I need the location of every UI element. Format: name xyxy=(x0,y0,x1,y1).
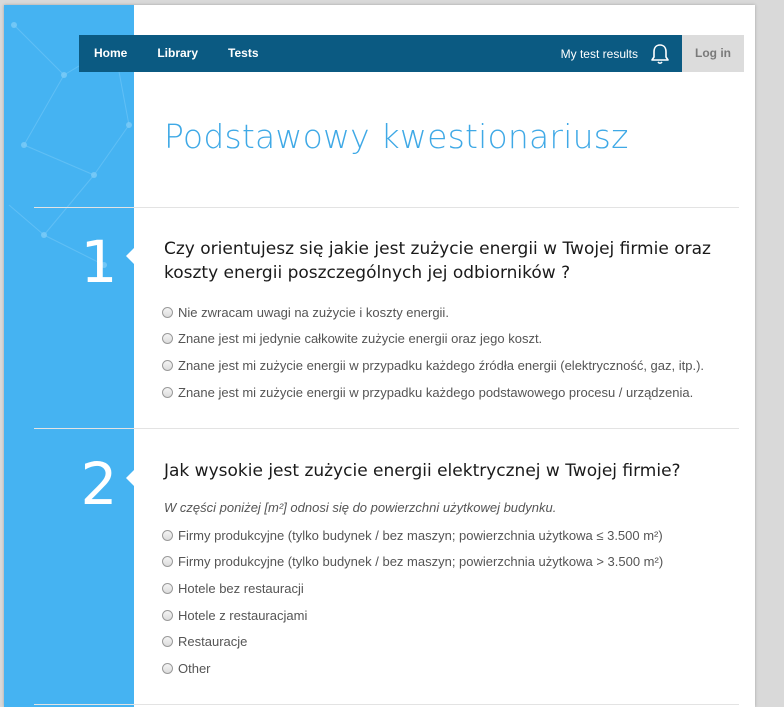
top-navbar xyxy=(79,35,744,72)
radio-button[interactable] xyxy=(162,610,173,621)
question-notch xyxy=(126,469,135,487)
radio-button[interactable] xyxy=(162,556,173,567)
option-label: Znane jest mi zużycie energii w przypadku każdego podstawowego procesu / urządzenia. xyxy=(178,385,694,400)
radio-button[interactable] xyxy=(162,387,173,398)
option-label: Other xyxy=(178,661,211,676)
radio-button[interactable] xyxy=(162,663,173,674)
left-decorative-band xyxy=(4,5,134,707)
page-title: Podstawowy kwestionariusz xyxy=(164,117,629,156)
option-label: Znane jest mi jedynie całkowite zużycie energii oraz jego koszt. xyxy=(178,331,543,346)
radio-button[interactable] xyxy=(162,636,173,647)
nav-tests-link[interactable]: Tests xyxy=(228,46,259,60)
question-number-2: 2 xyxy=(80,450,118,518)
option-label: Nie zwracam uwagi na zużycie i koszty energii. xyxy=(178,305,449,320)
option-label: Hotele bez restauracji xyxy=(178,581,304,596)
option-label: Znane jest mi zużycie energii w przypadku każdego źródła energii (elektryczność, gaz, itp.). xyxy=(178,358,705,373)
question-1-text: Czy orientujesz się jakie jest zużycie energii w Twojej firmie oraz koszty energii poszczególnych jej odbiorników ? xyxy=(164,239,711,283)
section-divider xyxy=(34,207,739,208)
radio-button[interactable] xyxy=(162,360,173,371)
q1-option-2[interactable] xyxy=(162,331,542,346)
network-pattern-icon xyxy=(4,5,134,707)
section-divider xyxy=(34,704,739,705)
radio-button[interactable] xyxy=(162,307,173,318)
q2-option-6[interactable] xyxy=(162,661,211,676)
question-notch xyxy=(126,247,135,265)
question-2-text: Jak wysokie jest zużycie energii elektrycznej w Twojej firmie? xyxy=(164,461,681,481)
radio-button[interactable] xyxy=(162,530,173,541)
nav-home-link[interactable]: Home xyxy=(94,46,128,60)
q2-option-5[interactable] xyxy=(162,634,247,649)
option-label: Firmy produkcyjne (tylko budynek / bez maszyn; powierzchnia użytkowa > 3.500 m²) xyxy=(178,554,664,569)
q2-option-2[interactable] xyxy=(162,554,663,569)
bell-icon[interactable] xyxy=(648,42,672,66)
option-label: Firmy produkcyjne (tylko budynek / bez maszyn; powierzchnia użytkowa ≤ 3.500 m²) xyxy=(178,528,663,543)
login-button[interactable]: Log in xyxy=(682,35,744,72)
q1-option-3[interactable] xyxy=(162,358,704,373)
q1-option-4[interactable] xyxy=(162,385,693,400)
q1-option-1[interactable] xyxy=(162,305,449,320)
q2-option-3[interactable] xyxy=(162,581,304,596)
q2-option-4[interactable] xyxy=(162,608,307,623)
radio-button[interactable] xyxy=(162,583,173,594)
section-divider xyxy=(34,428,739,429)
option-label: Restauracje xyxy=(178,634,248,649)
page-frame xyxy=(4,5,755,707)
my-test-results-link[interactable]: My test results xyxy=(560,46,638,61)
question-2-note: W części poniżej [m²] odnosi się do powierzchni użytkowej budynku. xyxy=(164,500,557,515)
radio-button[interactable] xyxy=(162,333,173,344)
option-label: Hotele z restauracjami xyxy=(178,608,308,623)
nav-library-link[interactable]: Library xyxy=(157,46,199,60)
question-number-1: 1 xyxy=(80,228,118,296)
q2-option-1[interactable] xyxy=(162,528,663,543)
